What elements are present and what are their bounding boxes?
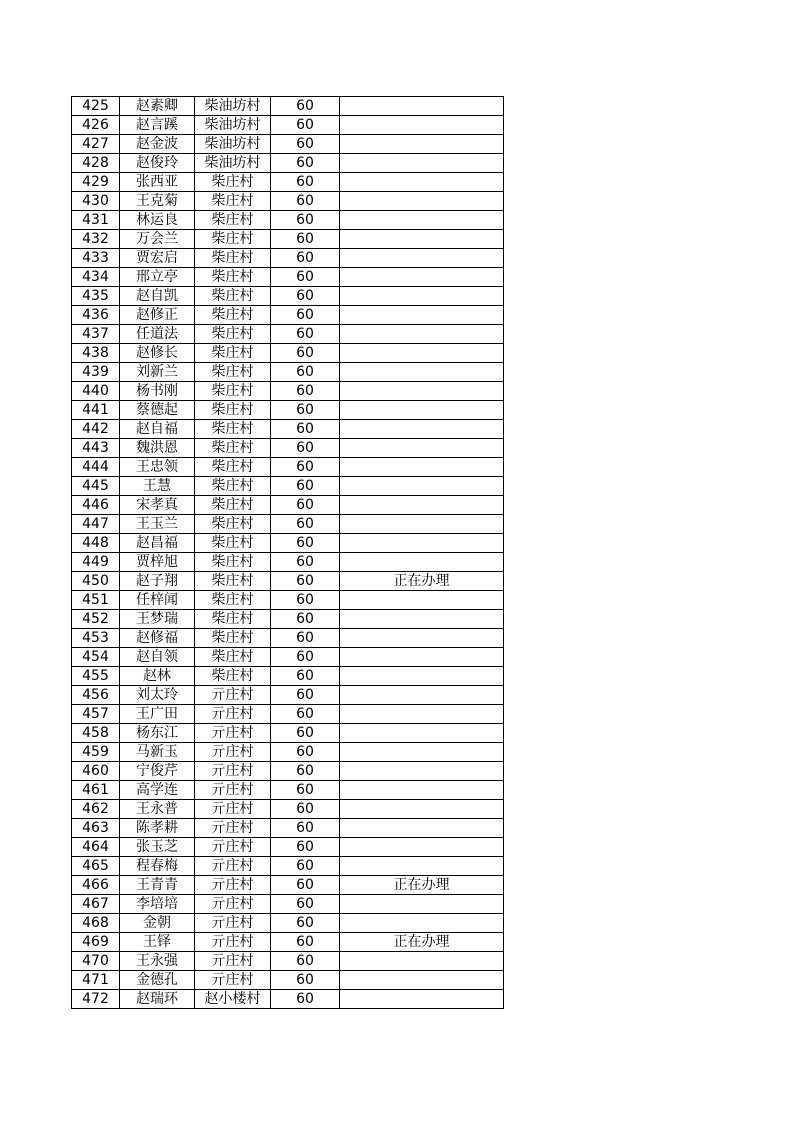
name-cell: 程春梅 — [120, 857, 195, 876]
name-cell: 刘新兰 — [120, 363, 195, 382]
village-cell: 柴庄村 — [195, 515, 271, 534]
table-row — [72, 420, 504, 439]
name-cell: 王梦瑞 — [120, 610, 195, 629]
note-cell — [340, 591, 504, 610]
village-cell: 柴庄村 — [195, 553, 271, 572]
amount-cell: 60 — [271, 382, 340, 401]
village-cell: 柴庄村 — [195, 439, 271, 458]
name-cell: 马新玉 — [120, 743, 195, 762]
amount-cell: 60 — [271, 496, 340, 515]
row-number-cell: 468 — [72, 914, 120, 933]
row-number-cell: 470 — [72, 952, 120, 971]
note-cell — [340, 800, 504, 819]
amount-cell: 60 — [271, 933, 340, 952]
note-cell — [340, 743, 504, 762]
name-cell: 杨东江 — [120, 724, 195, 743]
village-cell: 柴庄村 — [195, 211, 271, 230]
table-row — [72, 876, 504, 895]
amount-cell: 60 — [271, 439, 340, 458]
village-cell: 亓庄村 — [195, 781, 271, 800]
amount-cell: 60 — [271, 743, 340, 762]
village-cell: 柴庄村 — [195, 572, 271, 591]
note-cell — [340, 135, 504, 154]
row-number-cell: 456 — [72, 686, 120, 705]
table-row — [72, 971, 504, 990]
table-row — [72, 933, 504, 952]
amount-cell: 60 — [271, 420, 340, 439]
table-row — [72, 838, 504, 857]
name-cell: 王永强 — [120, 952, 195, 971]
name-cell: 蔡德起 — [120, 401, 195, 420]
village-cell: 柴庄村 — [195, 591, 271, 610]
name-cell: 赵言蹊 — [120, 116, 195, 135]
table-row — [72, 857, 504, 876]
name-cell: 陈孝耕 — [120, 819, 195, 838]
village-cell: 亓庄村 — [195, 705, 271, 724]
row-number-cell: 435 — [72, 287, 120, 306]
amount-cell: 60 — [271, 781, 340, 800]
note-cell — [340, 458, 504, 477]
name-cell: 赵修福 — [120, 629, 195, 648]
note-cell — [340, 382, 504, 401]
village-cell: 柴油坊村 — [195, 135, 271, 154]
row-number-cell: 472 — [72, 990, 120, 1009]
village-cell: 亓庄村 — [195, 743, 271, 762]
note-cell — [340, 857, 504, 876]
row-number-cell: 460 — [72, 762, 120, 781]
name-cell: 邢立亭 — [120, 268, 195, 287]
amount-cell: 60 — [271, 97, 340, 116]
table-row — [72, 116, 504, 135]
name-cell: 赵修长 — [120, 344, 195, 363]
name-cell: 王永普 — [120, 800, 195, 819]
note-cell — [340, 154, 504, 173]
note-cell — [340, 724, 504, 743]
village-cell: 柴庄村 — [195, 306, 271, 325]
village-cell: 亓庄村 — [195, 933, 271, 952]
amount-cell: 60 — [271, 515, 340, 534]
amount-cell: 60 — [271, 610, 340, 629]
note-cell: 正在办理 — [340, 933, 504, 952]
note-cell — [340, 610, 504, 629]
name-cell: 赵林 — [120, 667, 195, 686]
name-cell: 赵素卿 — [120, 97, 195, 116]
name-cell: 赵俊玲 — [120, 154, 195, 173]
table-row — [72, 895, 504, 914]
amount-cell: 60 — [271, 287, 340, 306]
amount-cell: 60 — [271, 154, 340, 173]
row-number-cell: 454 — [72, 648, 120, 667]
row-number-cell: 450 — [72, 572, 120, 591]
table-row — [72, 667, 504, 686]
row-number-cell: 469 — [72, 933, 120, 952]
name-cell: 王忠领 — [120, 458, 195, 477]
amount-cell: 60 — [271, 249, 340, 268]
amount-cell: 60 — [271, 553, 340, 572]
table-row — [72, 629, 504, 648]
row-number-cell: 463 — [72, 819, 120, 838]
table-row — [72, 458, 504, 477]
name-cell: 万会兰 — [120, 230, 195, 249]
amount-cell: 60 — [271, 211, 340, 230]
amount-cell: 60 — [271, 857, 340, 876]
note-cell — [340, 439, 504, 458]
table-row — [72, 686, 504, 705]
roster-table — [71, 96, 504, 1009]
row-number-cell: 426 — [72, 116, 120, 135]
village-cell: 柴油坊村 — [195, 116, 271, 135]
row-number-cell: 455 — [72, 667, 120, 686]
amount-cell: 60 — [271, 629, 340, 648]
row-number-cell: 467 — [72, 895, 120, 914]
amount-cell: 60 — [271, 325, 340, 344]
note-cell: 正在办理 — [340, 572, 504, 591]
row-number-cell: 459 — [72, 743, 120, 762]
name-cell: 赵子翔 — [120, 572, 195, 591]
row-number-cell: 461 — [72, 781, 120, 800]
amount-cell: 60 — [271, 648, 340, 667]
village-cell: 柴庄村 — [195, 648, 271, 667]
name-cell: 王青青 — [120, 876, 195, 895]
table-row — [72, 515, 504, 534]
row-number-cell: 444 — [72, 458, 120, 477]
amount-cell: 60 — [271, 952, 340, 971]
table-row — [72, 363, 504, 382]
village-cell: 柴庄村 — [195, 667, 271, 686]
note-cell — [340, 192, 504, 211]
note-cell — [340, 268, 504, 287]
amount-cell: 60 — [271, 534, 340, 553]
note-cell — [340, 287, 504, 306]
table-row — [72, 990, 504, 1009]
note-cell — [340, 363, 504, 382]
village-cell: 亓庄村 — [195, 914, 271, 933]
amount-cell: 60 — [271, 135, 340, 154]
table-row — [72, 97, 504, 116]
row-number-cell: 449 — [72, 553, 120, 572]
name-cell: 赵自福 — [120, 420, 195, 439]
table-row — [72, 439, 504, 458]
row-number-cell: 462 — [72, 800, 120, 819]
note-cell — [340, 990, 504, 1009]
row-number-cell: 441 — [72, 401, 120, 420]
amount-cell: 60 — [271, 914, 340, 933]
table-row — [72, 819, 504, 838]
note-cell — [340, 838, 504, 857]
name-cell: 贾梓旭 — [120, 553, 195, 572]
table-row — [72, 192, 504, 211]
table-row — [72, 287, 504, 306]
village-cell: 柴庄村 — [195, 477, 271, 496]
village-cell: 柴庄村 — [195, 401, 271, 420]
table-row — [72, 477, 504, 496]
note-cell — [340, 344, 504, 363]
row-number-cell: 429 — [72, 173, 120, 192]
row-number-cell: 445 — [72, 477, 120, 496]
note-cell — [340, 306, 504, 325]
village-cell: 柴庄村 — [195, 192, 271, 211]
row-number-cell: 458 — [72, 724, 120, 743]
amount-cell: 60 — [271, 686, 340, 705]
village-cell: 柴庄村 — [195, 496, 271, 515]
amount-cell: 60 — [271, 363, 340, 382]
amount-cell: 60 — [271, 762, 340, 781]
name-cell: 张西亚 — [120, 173, 195, 192]
row-number-cell: 464 — [72, 838, 120, 857]
note-cell — [340, 515, 504, 534]
village-cell: 柴庄村 — [195, 420, 271, 439]
note-cell — [340, 477, 504, 496]
village-cell: 亓庄村 — [195, 876, 271, 895]
table-row — [72, 914, 504, 933]
name-cell: 任道法 — [120, 325, 195, 344]
table-row — [72, 268, 504, 287]
name-cell: 杨书刚 — [120, 382, 195, 401]
name-cell: 宁俊芹 — [120, 762, 195, 781]
amount-cell: 60 — [271, 591, 340, 610]
amount-cell: 60 — [271, 173, 340, 192]
row-number-cell: 443 — [72, 439, 120, 458]
name-cell: 李培培 — [120, 895, 195, 914]
village-cell: 柴庄村 — [195, 610, 271, 629]
table-row — [72, 762, 504, 781]
name-cell: 赵昌福 — [120, 534, 195, 553]
amount-cell: 60 — [271, 819, 340, 838]
name-cell: 赵自凯 — [120, 287, 195, 306]
village-cell: 柴庄村 — [195, 325, 271, 344]
name-cell: 贾宏启 — [120, 249, 195, 268]
name-cell: 金德孔 — [120, 971, 195, 990]
amount-cell: 60 — [271, 230, 340, 249]
village-cell: 柴庄村 — [195, 173, 271, 192]
amount-cell: 60 — [271, 477, 340, 496]
name-cell: 任梓闻 — [120, 591, 195, 610]
village-cell: 柴庄村 — [195, 534, 271, 553]
row-number-cell: 442 — [72, 420, 120, 439]
village-cell: 柴庄村 — [195, 629, 271, 648]
row-number-cell: 437 — [72, 325, 120, 344]
roster-table-body — [72, 97, 504, 1009]
note-cell — [340, 325, 504, 344]
row-number-cell: 451 — [72, 591, 120, 610]
note-cell — [340, 952, 504, 971]
village-cell: 亓庄村 — [195, 724, 271, 743]
row-number-cell: 428 — [72, 154, 120, 173]
table-row — [72, 572, 504, 591]
row-number-cell: 452 — [72, 610, 120, 629]
note-cell — [340, 553, 504, 572]
note-cell — [340, 534, 504, 553]
row-number-cell: 436 — [72, 306, 120, 325]
village-cell: 亓庄村 — [195, 952, 271, 971]
name-cell: 赵金波 — [120, 135, 195, 154]
note-cell — [340, 895, 504, 914]
village-cell: 柴庄村 — [195, 249, 271, 268]
village-cell: 柴庄村 — [195, 382, 271, 401]
note-cell — [340, 249, 504, 268]
table-row — [72, 230, 504, 249]
village-cell: 亓庄村 — [195, 838, 271, 857]
amount-cell: 60 — [271, 572, 340, 591]
table-row — [72, 534, 504, 553]
table-row — [72, 173, 504, 192]
village-cell: 柴庄村 — [195, 287, 271, 306]
row-number-cell: 432 — [72, 230, 120, 249]
amount-cell: 60 — [271, 306, 340, 325]
note-cell — [340, 420, 504, 439]
village-cell: 柴庄村 — [195, 344, 271, 363]
name-cell: 魏洪恩 — [120, 439, 195, 458]
note-cell — [340, 401, 504, 420]
row-number-cell: 431 — [72, 211, 120, 230]
table-row — [72, 211, 504, 230]
table-row — [72, 496, 504, 515]
note-cell — [340, 230, 504, 249]
name-cell: 赵瑞环 — [120, 990, 195, 1009]
name-cell: 赵自领 — [120, 648, 195, 667]
name-cell: 王铎 — [120, 933, 195, 952]
note-cell — [340, 686, 504, 705]
table-row — [72, 800, 504, 819]
row-number-cell: 440 — [72, 382, 120, 401]
amount-cell: 60 — [271, 268, 340, 287]
note-cell — [340, 648, 504, 667]
row-number-cell: 448 — [72, 534, 120, 553]
table-row — [72, 743, 504, 762]
note-cell — [340, 971, 504, 990]
name-cell: 张玉芝 — [120, 838, 195, 857]
note-cell — [340, 705, 504, 724]
table-row — [72, 591, 504, 610]
table-row — [72, 154, 504, 173]
name-cell: 宋孝真 — [120, 496, 195, 515]
table-row — [72, 952, 504, 971]
table-row — [72, 724, 504, 743]
table-row — [72, 249, 504, 268]
village-cell: 柴油坊村 — [195, 154, 271, 173]
amount-cell: 60 — [271, 401, 340, 420]
village-cell: 亓庄村 — [195, 971, 271, 990]
row-number-cell: 453 — [72, 629, 120, 648]
note-cell — [340, 781, 504, 800]
name-cell: 金朝 — [120, 914, 195, 933]
note-cell — [340, 211, 504, 230]
table-row — [72, 325, 504, 344]
amount-cell: 60 — [271, 895, 340, 914]
name-cell: 王玉兰 — [120, 515, 195, 534]
amount-cell: 60 — [271, 667, 340, 686]
village-cell: 柴庄村 — [195, 363, 271, 382]
name-cell: 赵修正 — [120, 306, 195, 325]
note-cell — [340, 116, 504, 135]
village-cell: 亓庄村 — [195, 895, 271, 914]
row-number-cell: 447 — [72, 515, 120, 534]
village-cell: 柴庄村 — [195, 230, 271, 249]
name-cell: 林运良 — [120, 211, 195, 230]
row-number-cell: 457 — [72, 705, 120, 724]
note-cell — [340, 914, 504, 933]
table-row — [72, 781, 504, 800]
note-cell — [340, 629, 504, 648]
name-cell: 高学连 — [120, 781, 195, 800]
row-number-cell: 430 — [72, 192, 120, 211]
amount-cell: 60 — [271, 800, 340, 819]
village-cell: 柴庄村 — [195, 268, 271, 287]
village-cell: 赵小楼村 — [195, 990, 271, 1009]
row-number-cell: 427 — [72, 135, 120, 154]
amount-cell: 60 — [271, 990, 340, 1009]
amount-cell: 60 — [271, 705, 340, 724]
table-row — [72, 135, 504, 154]
row-number-cell: 446 — [72, 496, 120, 515]
table-row — [72, 553, 504, 572]
note-cell — [340, 762, 504, 781]
note-cell: 正在办理 — [340, 876, 504, 895]
name-cell: 王广田 — [120, 705, 195, 724]
table-row — [72, 306, 504, 325]
note-cell — [340, 173, 504, 192]
amount-cell: 60 — [271, 971, 340, 990]
row-number-cell: 434 — [72, 268, 120, 287]
note-cell — [340, 667, 504, 686]
row-number-cell: 425 — [72, 97, 120, 116]
village-cell: 柴庄村 — [195, 458, 271, 477]
table-row — [72, 705, 504, 724]
table-row — [72, 648, 504, 667]
village-cell: 亓庄村 — [195, 686, 271, 705]
amount-cell: 60 — [271, 344, 340, 363]
amount-cell: 60 — [271, 724, 340, 743]
village-cell: 亓庄村 — [195, 762, 271, 781]
table-row — [72, 382, 504, 401]
amount-cell: 60 — [271, 876, 340, 895]
village-cell: 柴油坊村 — [195, 97, 271, 116]
table-row — [72, 610, 504, 629]
note-cell — [340, 819, 504, 838]
amount-cell: 60 — [271, 838, 340, 857]
amount-cell: 60 — [271, 192, 340, 211]
row-number-cell: 471 — [72, 971, 120, 990]
row-number-cell: 433 — [72, 249, 120, 268]
village-cell: 亓庄村 — [195, 800, 271, 819]
name-cell: 刘太玲 — [120, 686, 195, 705]
note-cell — [340, 496, 504, 515]
row-number-cell: 465 — [72, 857, 120, 876]
row-number-cell: 438 — [72, 344, 120, 363]
row-number-cell: 466 — [72, 876, 120, 895]
village-cell: 亓庄村 — [195, 819, 271, 838]
amount-cell: 60 — [271, 116, 340, 135]
row-number-cell: 439 — [72, 363, 120, 382]
village-cell: 亓庄村 — [195, 857, 271, 876]
name-cell: 王慧 — [120, 477, 195, 496]
name-cell: 王克菊 — [120, 192, 195, 211]
table-row — [72, 401, 504, 420]
amount-cell: 60 — [271, 458, 340, 477]
table-row — [72, 344, 504, 363]
note-cell — [340, 97, 504, 116]
